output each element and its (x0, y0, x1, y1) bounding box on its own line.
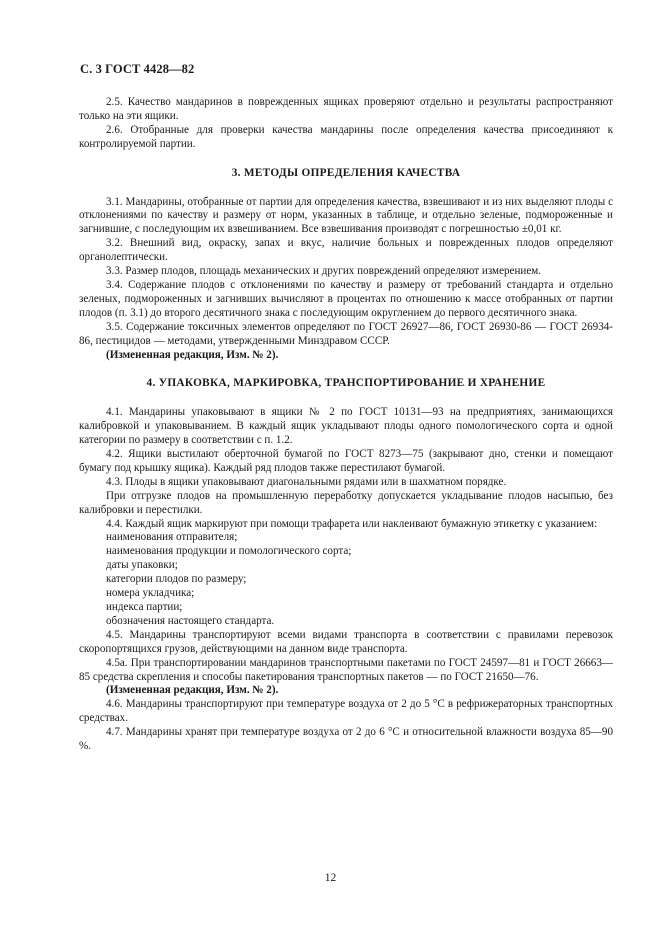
list-item: наименования отправителя; (106, 531, 238, 544)
list-item: номера укладчика; (106, 587, 195, 600)
page-number: 12 (324, 872, 337, 884)
paragraph-3-3: 3.3. Размер плодов, площадь механических и других повреждений определяют измерением. (106, 265, 542, 278)
paragraph-4-6: 4.6. Мандарины транспортируют при температуре воздуха от 2 до 5 °С в рефрижераторных транспортных средствах. (79, 698, 613, 725)
section-3-heading: 3. МЕТОДЫ ОПРЕДЕЛЕНИЯ КАЧЕСТВА (231, 166, 461, 179)
list-item: даты упаковки; (106, 559, 178, 572)
list-item: категории плодов по размеру; (106, 573, 247, 586)
paragraph-3-2: 3.2. Внешний вид, окраску, запах и вкус, наличие больных и поврежденных плодов определяют органолептически. (79, 237, 613, 264)
paragraph-4-1: 4.1. Мандарины упаковывают в ящики № 2 по ГОСТ 10131—93 на предприятиях, занимающихся калибровкой и упаковыванием. В каждый ящик укладывают плоды одного помологического сорта и одной категории по размеру в соответствии с п. 1.2. (79, 406, 613, 447)
paragraph-3-4: 3.4. Содержание плодов с отклонениями по качеству и размеру от требований стандарта и отдельно зеленых, подмороженных и загнивших вычисляют в процентах по отношению к массе отобранных от партии плодов (п. 3.1) до второго десятичного знака с последующим округлением до первого десятичного знака. (79, 278, 613, 319)
paragraph-4-7: 4.7. Мандарины хранят при температуре воздуха от 2 до 6 °С и относительной влажности воздуха 85—90 %. (79, 726, 613, 753)
page-header: С. 3 ГОСТ 4428—82 (80, 62, 195, 76)
list-item: обозначения настоящего стандарта. (106, 614, 275, 627)
amendment-note-section-4: (Измененная редакция, Изм. № 2). (106, 684, 279, 697)
paragraph-4-3: 4.3. Плоды в ящики упаковывают диагональными рядами или в шахматном порядке. (106, 475, 507, 488)
page-content (79, 96, 613, 754)
paragraph-4-5: 4.5. Мандарины транспортируют всеми видами транспорта в соответствии с правилами перевозок скоропортящихся грузов, действующими на данном виде транспорта. (79, 628, 613, 655)
list-item: наименования продукции и помологического сорта; (106, 545, 352, 558)
paragraph-2-5: 2.5. Качество мандаринов в поврежденных ящиках проверяют отдельно и результаты распространяют только на эти ящики. (79, 96, 613, 122)
paragraph-bulk-shipment: При отгрузке плодов на промышленную переработку допускается укладывание плодов насыпью, без калибровки и перестилки. (79, 489, 613, 516)
section-4-heading: 4. УПАКОВКА, МАРКИРОВКА, ТРАНСПОРТИРОВАНИЕ И ХРАНЕНИЕ (146, 377, 546, 390)
paragraph-4-4: 4.4. Каждый ящик маркируют при помощи трафарета или наклеивают бумажную этикетку с указанием: (106, 517, 598, 530)
paragraph-3-5: 3.5. Содержание токсичных элементов определяют по ГОСТ 26927—86, ГОСТ 26930-86 — ГОСТ 26934-86, пестицидов — методами, утвержденными Минздравом СССР. (79, 320, 613, 347)
paragraph-4-2: 4.2. Ящики выстилают оберточной бумагой по ГОСТ 8273—75 (закрывают дно, стенки и помещают бумагу под крышку ящика). Каждый ряд плодов также перестилают бумагой. (79, 448, 613, 474)
paragraph-2-6: 2.6. Отобранные для проверки качества мандарины после определения качества присоединяют к контролируемой партии. (79, 123, 613, 150)
list-item: индекса партии; (106, 601, 183, 613)
marking-list (79, 531, 613, 628)
paragraph-3-1: 3.1. Мандарины, отобранные от партии для определения качества, взвешивают и из них выделяют плоды с отклонениями по качеству и размеру от норм, указанных в таблице, и отдельно зеленые, подмороженные и загнившие, с последующим их взвешиванием. Все взвешивания производят с погрешностью ±0,01 кг. (79, 195, 613, 236)
paragraph-4-5a: 4.5а. При транспортировании мандаринов транспортными пакетами по ГОСТ 24597—81 и ГОСТ 26663—85 средства скрепления и способы пакетирования транспортных пакетов — по ГОСТ 21650—76. (79, 656, 613, 683)
amendment-note-section-3: (Измененная редакция, Изм. № 2). (106, 348, 279, 361)
